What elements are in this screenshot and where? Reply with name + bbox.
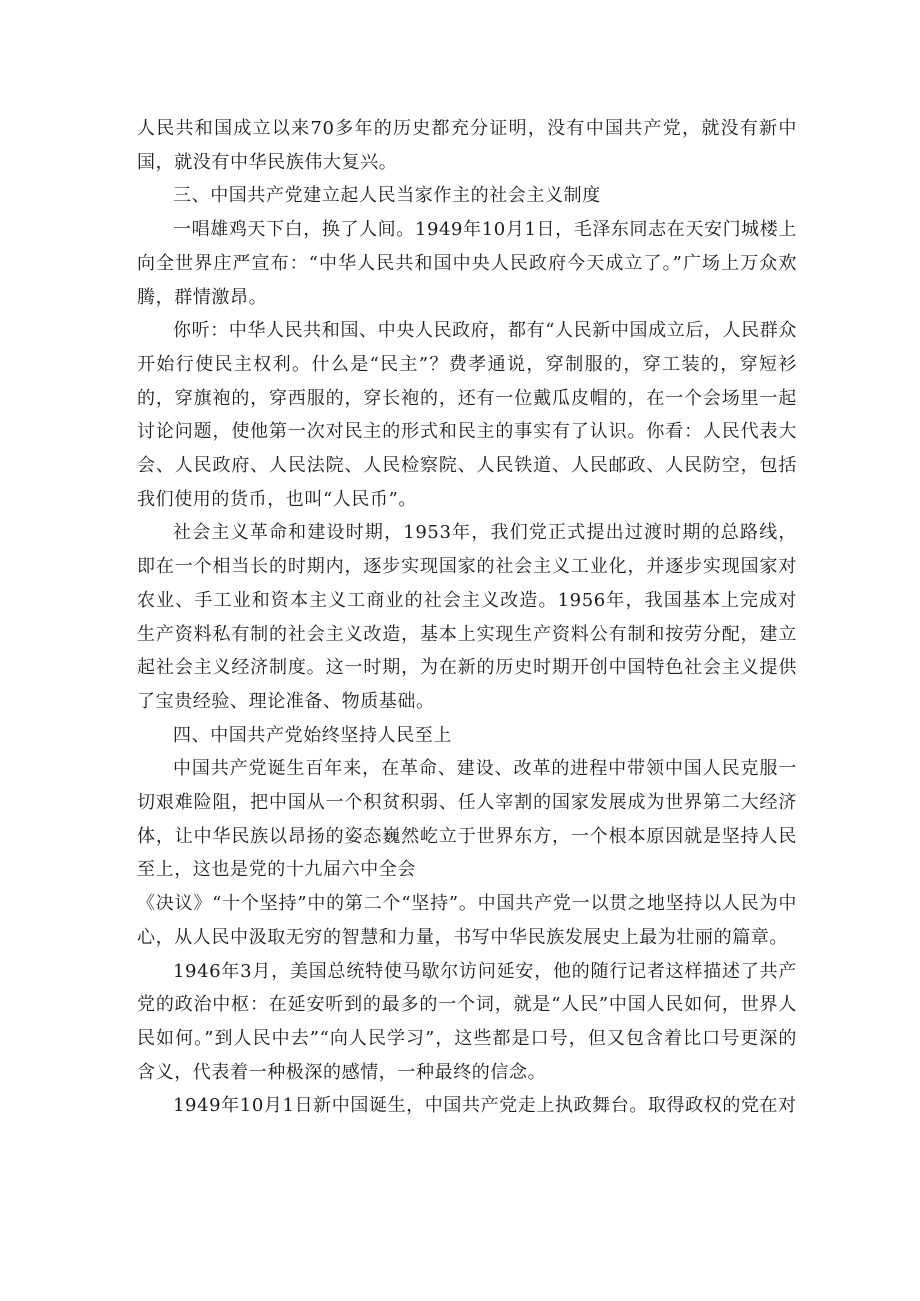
paragraph: 人民共和国成立以来70多年的历史都充分证明，没有中国共产党，就没有新中国，就没有中华民族伟大复兴。 xyxy=(137,118,797,173)
paragraph: 社会主义革命和建设时期，1953年，我们党正式提出过渡时期的总路线，即在一个相当长的时期内，逐步实现国家的社会主义工业化，并逐步实现国家对农业、手工业和资本主义工商业的社会主义改造。1956年，我国基本上完成对生产资料私有制的社会主义改造，基本上实现生产资料公有制和按劳分配，建立起社会主义经济制度。这一时期，为在新的历史时期开创中国特色社会主义提供了宝贵经验、理论准备、物质基础。 xyxy=(137,522,797,712)
paragraph: 1946年3月，美国总统特使马歇尔访问延安，他的随行记者这样描述了共产党的政治中枢：在延安听到的最多的一个词，就是“人民”中国人民如何，世界人民如何。”到人民中去”“向人民学习”，这些都是口号，但又包含着比口号更深的含义，代表着一种极深的感情，一种最终的信念。 xyxy=(137,960,797,1083)
paragraph: 一唱雄鸡天下白，换了人间。1949年10月1日，毛泽东同志在天安门城楼上向全世界庄严宣布：“中华人民共和国中央人民政府今天成立了。”广场上万众欢腾，群情激昂。 xyxy=(137,219,797,308)
section-heading: 三、中国共产党建立起人民当家作主的社会主义制度 xyxy=(173,185,601,207)
section-heading: 四、中国共产党始终坚持人民至上 xyxy=(173,724,452,746)
document-body xyxy=(137,112,797,1123)
paragraph: 中国共产党诞生百年来，在革命、建设、改革的进程中带领中国人民克服一切艰难险阻，把中国从一个积贫积弱、任人宰割的国家发展成为世界第二大经济体，让中华民族以昂扬的姿态巍然屹立于世界东方，一个根本原因就是坚持人民至上，这也是党的十九届六中全会 xyxy=(137,758,797,881)
paragraph: 1949年10月1日新中国诞生，中国共产党走上执政舞台。取得政权的党在对 xyxy=(173,1095,797,1117)
paragraph: 你听：中华人民共和国、中央人民政府，都有“人民新中国成立后，人民群众开始行使民主权利。什么是“民主”？费孝通说，穿制服的，穿工装的，穿短衫的，穿旗袍的，穿西服的，穿长袍的，还有一位戴瓜皮帽的，在一个会场里一起讨论问题，使他第一次对民主的形式和民主的事实有了认识。你看：人民代表大会、人民政府、人民法院、人民检察院、人民铁道、人民邮政、人民防空，包括我们使用的货币，也叫“人民币”。 xyxy=(137,320,797,510)
paragraph: 《决议》“十个坚持”中的第二个“坚持”。中国共产党一以贯之地坚持以人民为中心，从人民中汲取无穷的智慧和力量，书写中华民族发展史上最为壮丽的篇章。 xyxy=(137,893,797,948)
